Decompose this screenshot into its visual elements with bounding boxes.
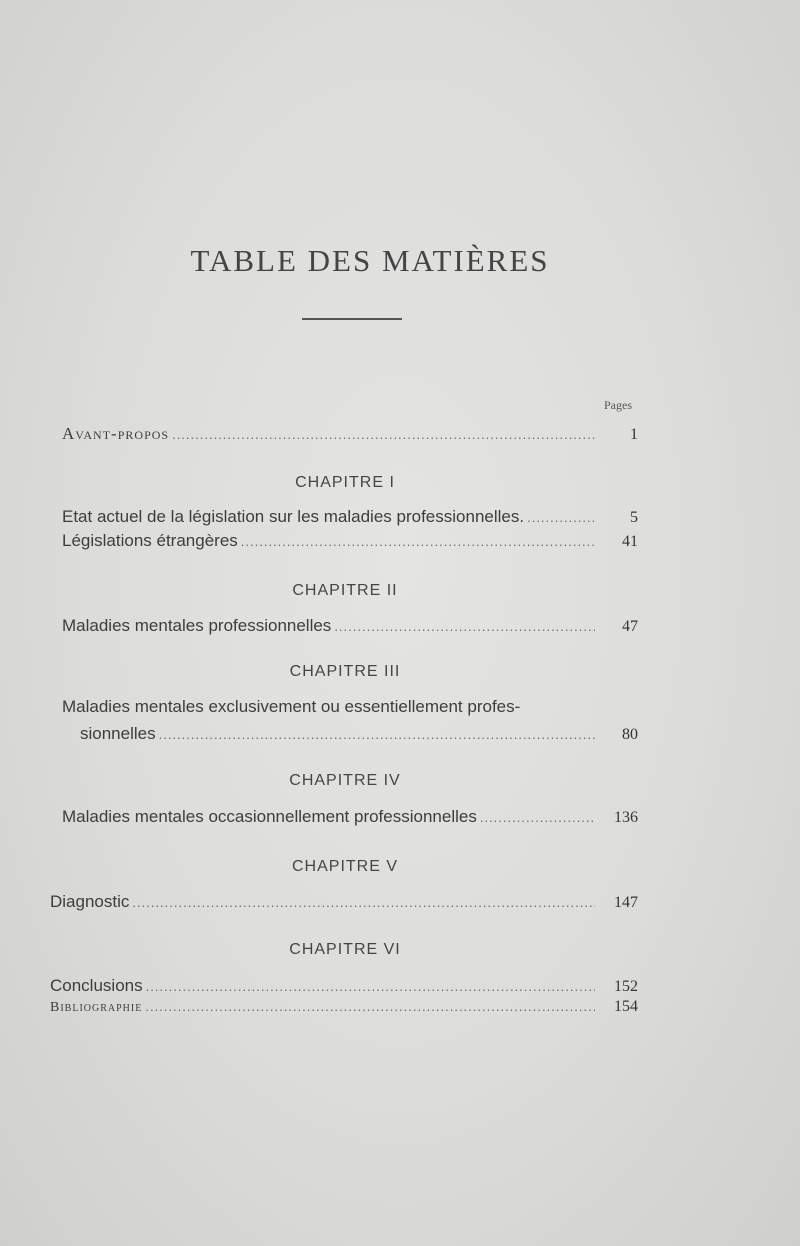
toc-entry-page: 154 bbox=[614, 998, 638, 1015]
toc-entry-label-line1: Maladies mentales exclusivement ou essentiellement profes- bbox=[62, 697, 521, 716]
toc-entry-page: 152 bbox=[614, 978, 638, 995]
leader-dots bbox=[146, 979, 595, 994]
chapter-heading-2: CHAPITRE II bbox=[292, 582, 398, 599]
toc-entry[interactable] bbox=[80, 724, 638, 744]
chapter-heading-1: CHAPITRE I bbox=[295, 474, 395, 491]
toc-entry-page: 80 bbox=[622, 726, 638, 743]
chapter-heading-4: CHAPITRE IV bbox=[289, 772, 401, 789]
toc-entry[interactable] bbox=[62, 616, 638, 636]
toc-entry-label: sionnelles bbox=[80, 724, 156, 743]
leader-dots bbox=[480, 810, 595, 825]
toc-entry-label: Conclusions bbox=[50, 976, 143, 995]
toc-entry-page: 47 bbox=[622, 618, 638, 635]
toc-entry[interactable] bbox=[50, 976, 638, 996]
toc-entry-label: Bibliographie bbox=[50, 1000, 143, 1015]
toc-entry-label: Maladies mentales professionnelles bbox=[62, 616, 332, 635]
chapter-heading-3: CHAPITRE III bbox=[289, 663, 401, 680]
toc-entry-page: 41 bbox=[622, 533, 638, 550]
toc-entry-label: Diagnostic bbox=[50, 892, 130, 911]
chapter-heading-5: CHAPITRE V bbox=[291, 858, 398, 875]
leader-dots bbox=[145, 999, 595, 1014]
toc-entry[interactable] bbox=[50, 892, 638, 912]
toc-entry-page: 1 bbox=[630, 426, 638, 443]
toc-entry-label: Maladies mentales occasionnellement professionnelles bbox=[62, 807, 477, 826]
toc-entry[interactable] bbox=[62, 507, 638, 527]
pages-column-label: Pages bbox=[604, 398, 632, 412]
leader-dots bbox=[159, 727, 595, 742]
leader-dots bbox=[527, 510, 595, 525]
toc-entry-page: 147 bbox=[614, 894, 638, 911]
chapter-heading-6: CHAPITRE VI bbox=[289, 941, 401, 958]
toc-entry-label: Législations étrangères bbox=[62, 531, 238, 550]
toc-entry-label: Etat actuel de la législation sur les maladies professionnelles. bbox=[62, 507, 525, 526]
page-title: TABLE DES MATIÈRES bbox=[190, 242, 550, 278]
toc-entry-avant-propos[interactable] bbox=[62, 424, 638, 444]
toc-entry-label: Avant-propos bbox=[62, 424, 170, 443]
leader-dots bbox=[172, 427, 595, 442]
leader-dots bbox=[132, 895, 595, 910]
toc-entry-bibliographie[interactable] bbox=[50, 998, 638, 1016]
toc-entry[interactable] bbox=[62, 807, 638, 827]
toc-entry-page: 5 bbox=[630, 509, 638, 526]
leader-dots bbox=[334, 619, 595, 634]
title-rule bbox=[302, 318, 402, 320]
toc-entry[interactable] bbox=[62, 531, 638, 551]
toc-entry-page: 136 bbox=[614, 809, 638, 826]
leader-dots bbox=[241, 534, 595, 549]
